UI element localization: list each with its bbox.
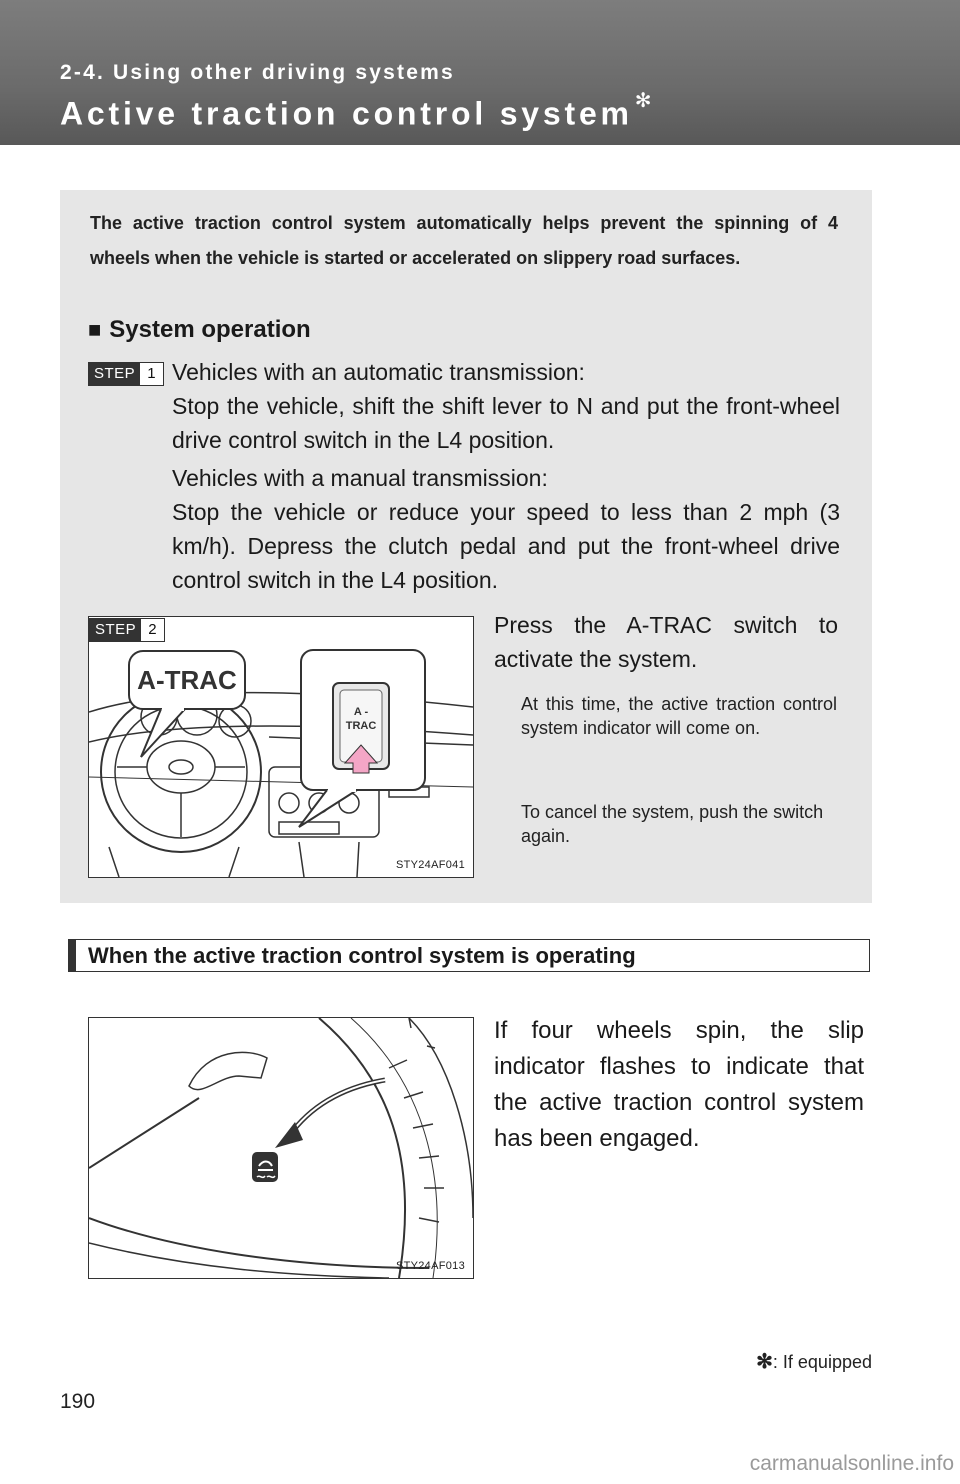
figure-code-step2: STY24AF041 (395, 859, 465, 871)
step1-manual-label: Vehicles with a manual transmission: (172, 465, 548, 491)
a-trac-callout-label: A-TRAC (137, 665, 237, 695)
page-title-text: Active traction control system (60, 95, 633, 132)
operating-section-text: If four wheels spin, the slip indicator flashes to indicate that the active traction control system has been engaged. (494, 1017, 864, 1152)
square-bullet-icon: ■ (88, 317, 102, 342)
footnote (756, 1349, 872, 1374)
footnote-text: : If equipped (772, 1352, 872, 1372)
figure-code-slip: STY24AF013 (395, 1260, 465, 1272)
info-box (60, 190, 872, 903)
system-operation-heading (88, 316, 311, 344)
step1-badge (88, 362, 164, 386)
if-equipped-mark: ✻ (634, 90, 656, 112)
system-operation-heading-text: System operation (109, 316, 311, 343)
page-title (60, 90, 656, 133)
step1-badge-number: 1 (147, 365, 156, 382)
step2-badge (89, 618, 165, 642)
section-label: 2-4. Using other driving systems (60, 61, 455, 84)
switch-label-line2: TRAC (345, 720, 377, 732)
operating-section-heading-text: When the active traction control system is operating (88, 943, 636, 968)
a-trac-switch-illustration (88, 616, 474, 878)
page-header (0, 0, 960, 145)
step2-note-cancel: To cancel the system, push the switch again. (521, 802, 824, 846)
step2-badge-number: 2 (148, 621, 157, 638)
step2-badge-word: STEP (90, 619, 141, 641)
operating-section-heading (68, 939, 870, 972)
step2-note-indicator: At this time, the active traction control system indicator will come on. (521, 694, 837, 738)
step1-auto-text: Stop the vehicle, shift the shift lever to N and put the front-wheel drive control switch in the L4 position. (172, 393, 840, 453)
step1-manual-text: Stop the vehicle or reduce your speed to less than 2 mph (3 km/h). Depress the clutch pedal and put the front-wheel drive control switch in the L4 position. (172, 499, 840, 593)
step2-text: Press the A-TRAC switch to activate the system. (494, 612, 838, 672)
slip-indicator-illustration (88, 1017, 474, 1279)
switch-label-line1: A - (353, 706, 369, 718)
instrument-cluster-illustration (89, 1018, 473, 1278)
watermark: carmanualsonline.info (749, 1452, 954, 1475)
step1-auto-label: Vehicles with an automatic transmission: (172, 359, 585, 385)
step1-badge-word: STEP (89, 363, 140, 385)
intro-paragraph: The active traction control system automatically helps prevent the spinning of 4 wheels when the vehicle is started or accelerated on slippery road surfaces. (90, 213, 838, 268)
page-number: 190 (60, 1390, 96, 1413)
dashboard-illustration (89, 617, 473, 877)
footnote-mark: ✻ (756, 1351, 773, 1373)
